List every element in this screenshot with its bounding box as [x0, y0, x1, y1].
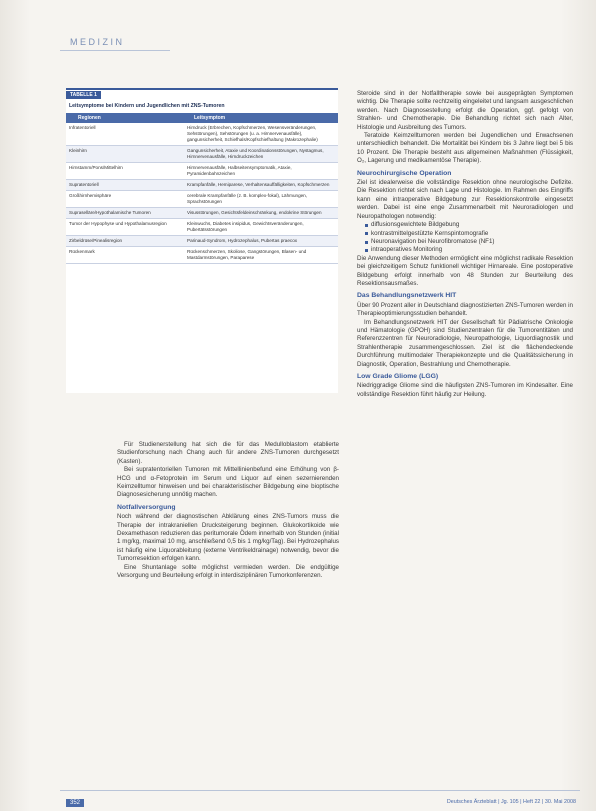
table-row [66, 219, 338, 236]
rubric-divider [60, 50, 170, 51]
table-cell-symptom: Hirnnervenausfälle, Halbseitensymptomatik, Ataxie, Pyramidenbahnzeichen [187, 165, 292, 176]
left-column [117, 441, 339, 581]
right-paragraph-1: Steroide sind in der Notfalltherapie sowie bei ausgeprägten Symptomen wichtig. Die Therapie sollte rechtzeitig eingeleitet und langsam ausgeschlichen werden. Nach Diagnosestellung erfolgt die Operation, ggf. gefolgt von Strahlen- und Chemotherapie. Die Behandlung richtet sich nach Alter, Histologie und Ausbreitung des Tumors. [357, 90, 573, 131]
bullet-item: intraoperatives Monitoring [365, 246, 573, 254]
table-cell-region: Infratentoriell [69, 125, 96, 130]
table-cell-symptom: cerebrale Krampfanfälle (z. B. komplex-fokal), Lähmungen, Sprachstörungen [187, 193, 308, 204]
table-row [66, 191, 338, 208]
right-paragraph-4: Die Anwendung dieser Methoden ermöglicht eine möglichst radikale Resektion bei gleichzeitigem Schutz funktionell wichtiger Hirnareale. Eine postoperative Bildgebung erfolgt innerhalb von 48 Stunden zur Beurteilung des Resektionsausmaßes. [357, 254, 573, 287]
table-cell-symptom: Krampfanfälle, Hemiparese, Verhaltensauffälligkeiten, Kopfschmerzen [187, 182, 330, 187]
right-paragraph-2: Teratoide Keimzelltumoren werden bei Jugendlichen und Erwachsenen unterschiedlich behandelt. Die Mortalität bei Kindern bis 3 Jahre liegt bei 5 bis 10 Prozent. Die Therapie besteht aus allgemeinen Maßnahmen (Flüssigkeit, O₂, Lagerung und medikamentöse Therapie). [357, 132, 573, 165]
bullet-list [365, 221, 573, 255]
table-cell-symptom: Parinaud-Syndrom, Hydrozephalus, Pubertas praecox [187, 238, 298, 243]
heading-notfallversorgung: Notfallversorgung [117, 503, 176, 511]
table-cell-symptom: Gangunsicherheit, Ataxie und Koordinationsstörungen, Nystagmus, Hirnnervenausfälle, Hirndruckzeichen [187, 148, 324, 159]
table-cell-region: Großhirnhemisphäre [69, 193, 112, 198]
table-cell-region: Supratentoriell [69, 182, 99, 187]
left-paragraph-1: Für Studienerstellung hat sich die für das Medulloblastom etablierte Studienforschung nach Chang auch für andere ZNS-Tumoren durchgesetzt (Kasten). [117, 441, 339, 465]
heading-hit-network: Das Behandlungsnetzwerk HIT [357, 292, 457, 300]
table-cell-symptom: Hirndruck (Erbrechen, Kopfschmerzen, Wesensveränderungen, Sehstörungen), Sehstörungen (u. a. Hirnnervenausfälle), gangunsicherheit, Schiefhals/Kopfschiefhaltung (Makrozephalie) [187, 125, 318, 142]
table-row [66, 236, 338, 247]
table-row [66, 163, 338, 180]
table-header-region: Regionen [78, 115, 101, 121]
table-cell-region: Supraselläre/Hypothalamische Tumoren [69, 210, 151, 215]
table-body [66, 123, 338, 264]
bullet-item: Neuronavigation bei Neurofibromatose (NF1) [365, 238, 573, 246]
table-row [66, 180, 338, 191]
right-paragraph-3: Ziel ist idealerweise die vollständige Resektion ohne neurologische Defizite. Die Resektion richtet sich nach Lage und Histologie. Im Rahmen des Eingriffs kann eine intraoperative Bildgebung zur Resektionskontrolle eingesetzt werden. Dabei ist eine enge Zusammenarbeit mit Neuroradiologen und Neuropathologen notwendig: [357, 179, 573, 220]
heading-neurochirurgie: Neurochirurgische Operation [357, 169, 452, 177]
right-paragraph-5: Über 90 Prozent aller in Deutschland diagnostizierten ZNS-Tumoren werden in Therapieoptimierungsstudien behandelt. [357, 301, 573, 318]
table-row [66, 247, 338, 264]
table-header [66, 113, 338, 123]
table-cell-symptom: Kleinwuchs, Diabetes insipidus, Gewichtsveränderungen, Pubertätsstörungen [187, 221, 304, 232]
right-paragraph-6: Im Behandlungsnetzwerk HIT der Gesellschaft für Pädiatrische Onkologie und Hämatologie (GPOH) sind Studienzentralen für die Tumorentitäten und Referenzzentren für Neuroradiologie, Neuropathologie, Liquordiagnostik und Strahlentherapie zusammengeschlossen. Ziel ist die flächendeckende Durchführung multimodaler Therapiekonzepte und die Qualitätssicherung in Diagnostik, Operation, Bestrahlung und Chemotherapie. [357, 318, 573, 368]
footer-divider [60, 790, 580, 791]
table-title: Leitsymptome bei Kindern und Jugendlichen mit ZNS-Tumoren [69, 103, 225, 109]
table-header-symptom: Leitsymptom [194, 115, 226, 121]
table-row [66, 123, 338, 146]
heading-low-grade-gliome: Low Grade Gliome (LGG) [357, 373, 439, 380]
table-cell-symptom: Visusstörungen, Gesichtsfeldeinschränkung, endokrine Störungen [187, 210, 322, 215]
table-cell-region: Hirnstamm/Pons/Mittelhirn [69, 165, 123, 170]
table-cell-symptom: Rückenschmerzen, Skoliose, Gangstörungen, Blasen- und Mastdarmstörungen, Paraparese [187, 249, 307, 260]
journal-citation: Deutsches Ärzteblatt | Jg. 105 | Heft 22 | 30. Mai 2008 [446, 799, 576, 805]
table-cell-region: Kleinhirn [69, 148, 87, 153]
section-rubric: MEDIZIN [70, 37, 125, 47]
table-row [66, 146, 338, 163]
table-tag: TABELLE 1 [66, 91, 101, 99]
left-paragraph-2: Bei supratentoriellen Tumoren mit Mittellinienbefund eine Erhöhung von β-HCG und α-Fetoprotein im Serum und Liquor auf einen sezernierenden Keimzelltumor hinweisen und bei charakteristischer Bildgebung eine bioptische Diagnosesicherung unnötig machen. [117, 466, 339, 499]
page-number: 352 [66, 799, 84, 807]
right-paragraph-7: Niedriggradige Gliome sind die häufigsten ZNS-Tumoren im Kindesalter. Eine vollständige Resektion führt häufig zur Heilung. [357, 382, 573, 398]
bullet-item: kontrastmittelgestützte Kernspintomografie [365, 230, 573, 238]
table-cell-region: Rückenmark [69, 249, 95, 254]
table-row [66, 208, 338, 219]
bullet-item: diffusionsgewichtete Bildgebung [365, 221, 573, 229]
right-column [357, 90, 573, 399]
left-paragraph-4: Eine Shuntanlage sollte möglichst vermieden werden. Die endgültige Versorgung und Beurteilung erfolgt in interdisziplinären Tumorkonferenzen. [117, 563, 339, 580]
symptom-table [66, 88, 338, 393]
table-cell-region: Tumor der Hypophyse und Hypothalamusregion [69, 221, 167, 226]
table-cell-region: Zirbeldrüse/Pinealisregion [69, 238, 123, 243]
left-paragraph-3: Noch während der diagnostischen Abklärung eines ZNS-Tumors muss die Therapie der intrakraniellen Drucksteigerung beginnen. Glukokortikoide wie Dexamethason reduzieren das peritumorale Ödem innerhalb von Stunden (initial 1 mg/kg, maximal 10 mg, anschließend 0,5 bis 1 mg/kg/Tag). Bei Hydrozephalus ist häufig eine Liquorableitung (externe Ventrikeldrainage) notwendig, bevor die Tumorresektion erfolgen kann. [117, 513, 339, 563]
